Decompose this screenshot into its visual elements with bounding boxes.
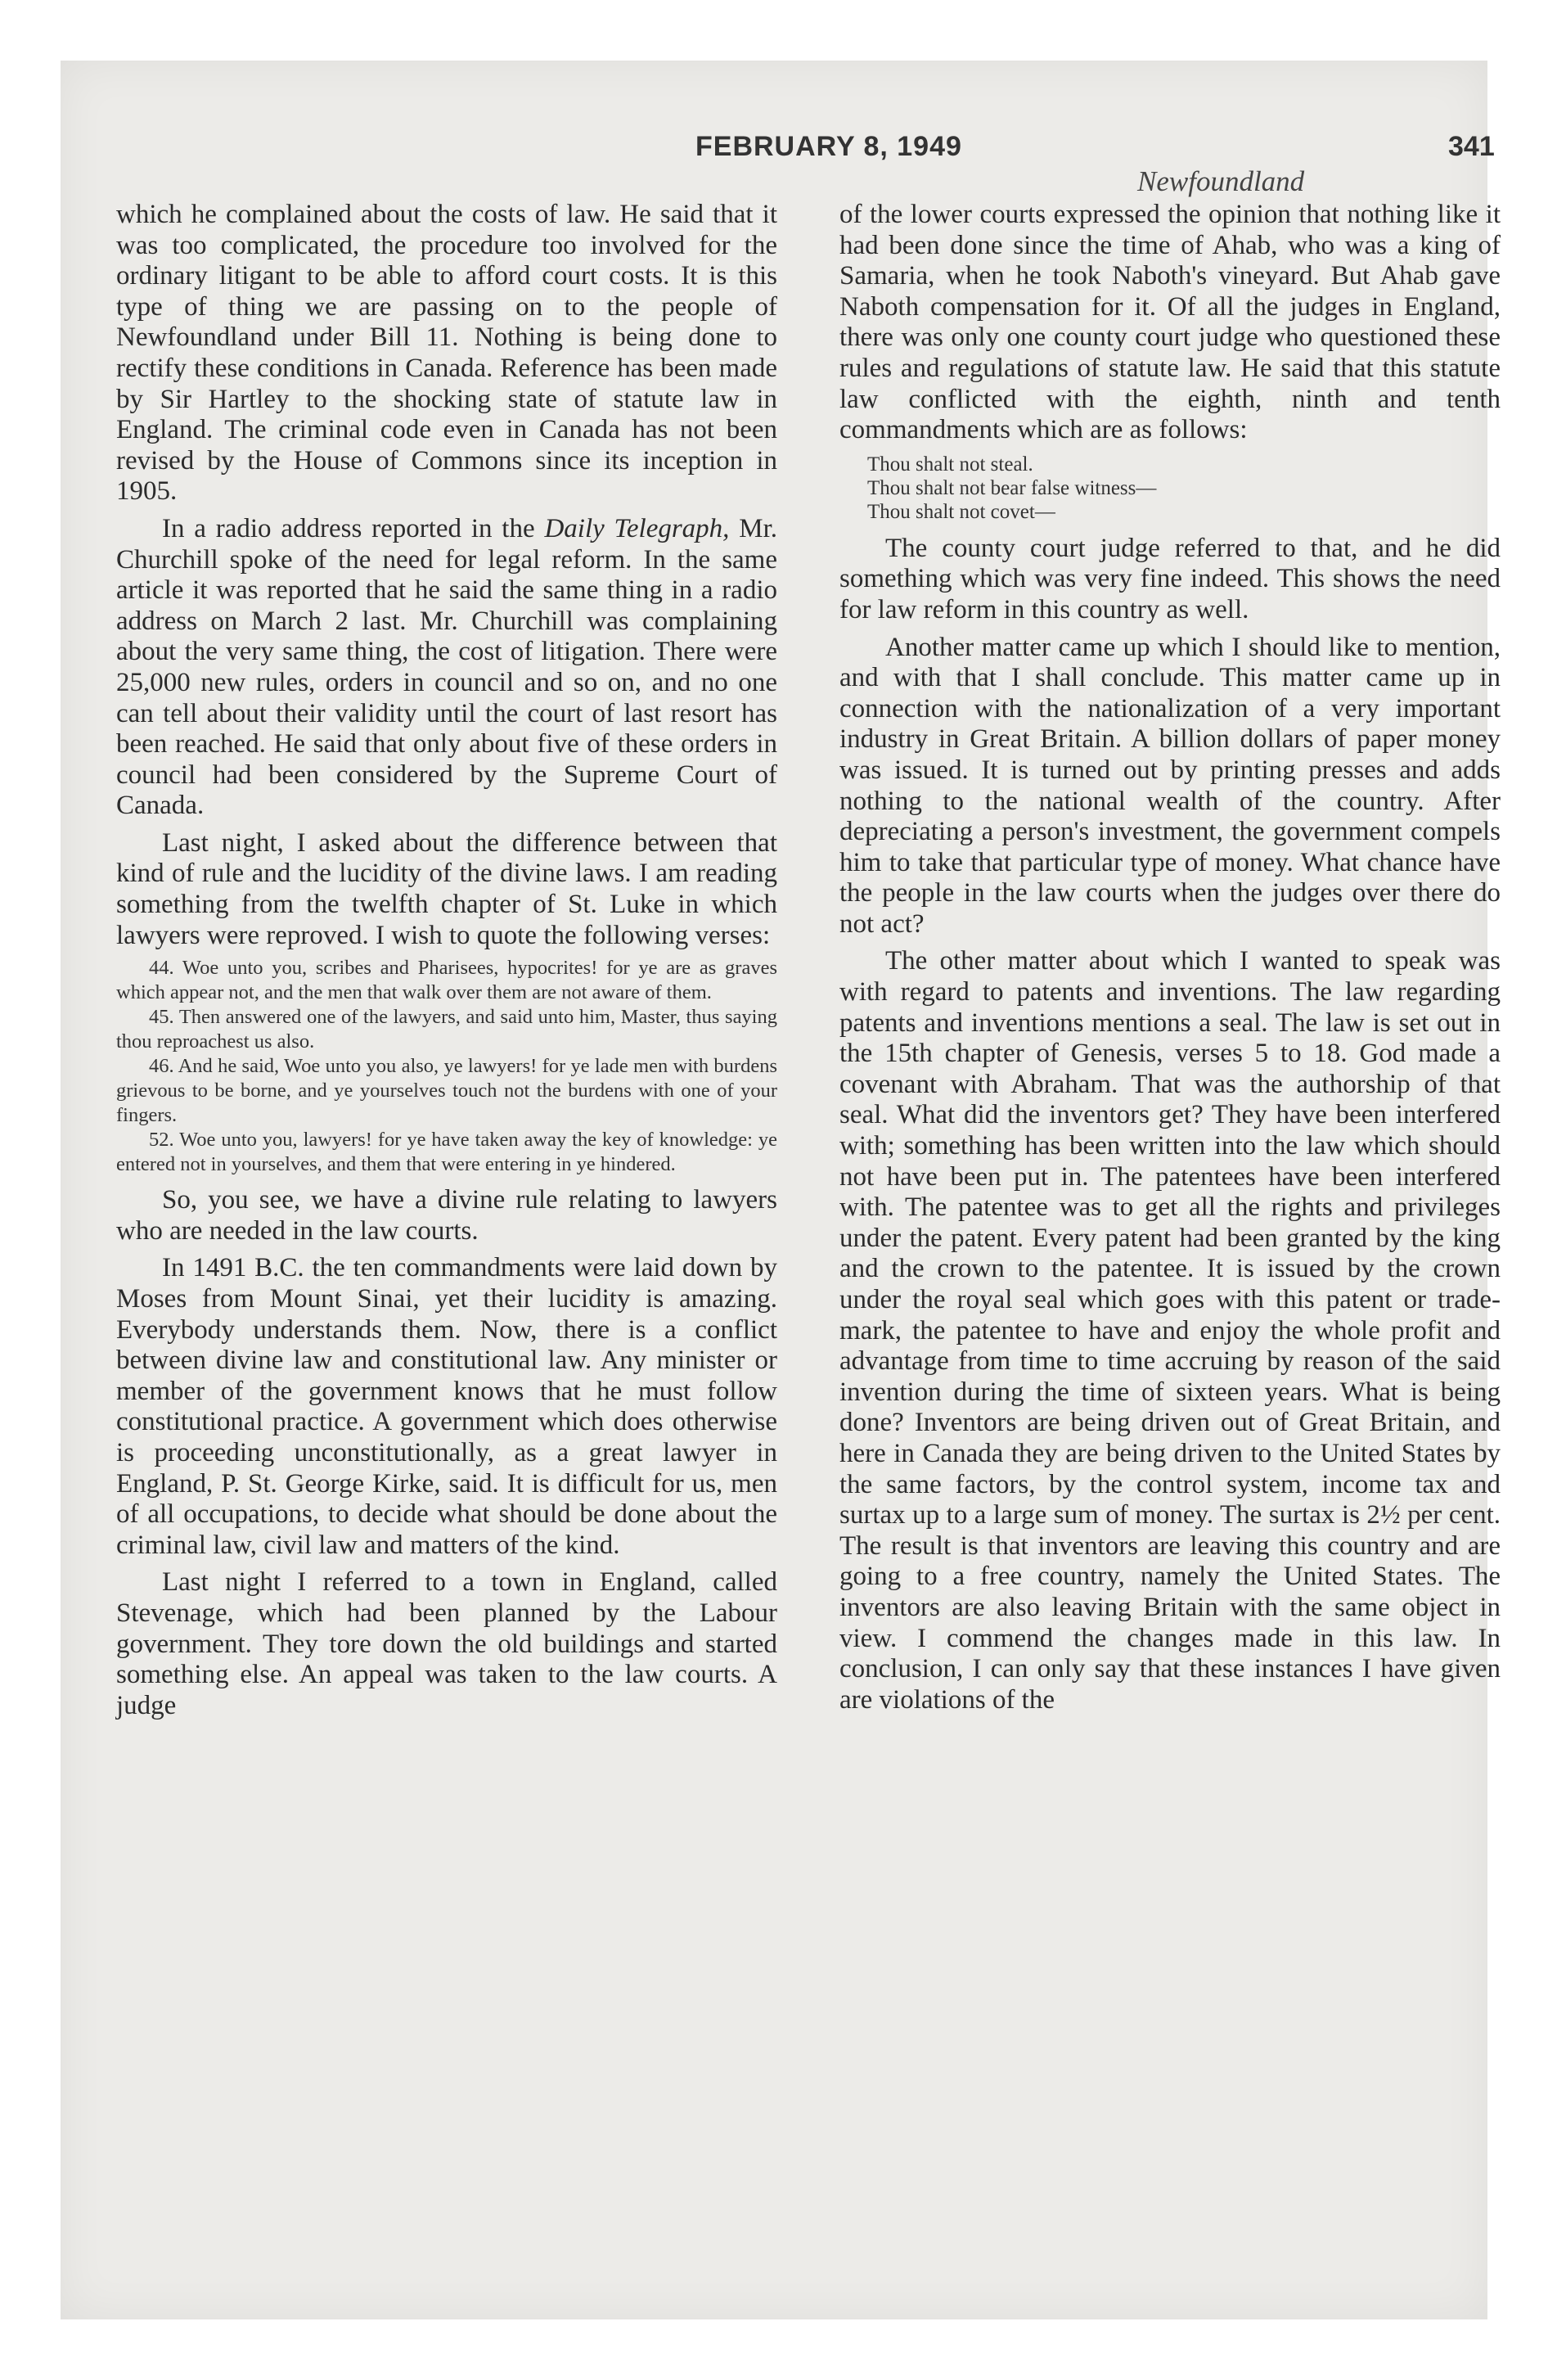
paragraph: The other matter about which I wanted to speak was with regard to patents and inventions. The law regarding patents and inventions mentions a seal. The law is set out in the 15th chapter of Genesis, verses 5 to 18. God made a covenant with Abraham. That was the authorship of that seal. What did the inventors get? They have been interfered with; something has been written into the law which should not have been put in. The patentees have been interfered with. The patentee was to get all the rights and privileges under the patent. Every patent had been granted by the king and the crown to the patentee. It is issued by the crown under the royal seal which goes with this patent or trade-mark, the patentee to have and enjoy the whole profit and advantage from time to time accruing by reason of the said invention during the time of sixteen years. What is being done? Inventors are being driven out of Great Britain, and here in Canada they are being driven to the United States by the same factors, by the control system, income tax and surtax up to a large sum of money. The surtax is 2½ per cent. The result is that inventors are leaving this country and are going to a free country, namely the United States. The inventors are also leaving Britain with the same object in view. I commend the changes made in this law. In conclusion, I can only say that these instances I have given are violations of the [839, 946, 1501, 1715]
paragraph: which he complained about the costs of law. He said that it was too complicated, the procedure too involved for the ordinary litigant to be able to afford court costs. It is this type of thing we are passing on to the people of Newfoundland under Bill 11. Nothing is being done to rectify these conditions in Canada. Reference has been made by Sir Hartley to the shocking state of statute law in England. The criminal code even in Canada has not been revised by the House of Commons since its inception in 1905. [116, 200, 777, 507]
section-title: Newfoundland [1137, 165, 1305, 197]
page-content [106, 61, 1501, 2270]
paragraph: The county court judge referred to that, and he did something which was very fine indeed. This shows the need for law reform in this country as well. [839, 533, 1501, 624]
newspaper-title: Daily Telegraph, [544, 513, 730, 543]
left-column [116, 200, 777, 1721]
page-number: 341 [1448, 131, 1495, 162]
paragraph-text: In a radio address reported in the [162, 513, 545, 543]
paragraph: Last night, I asked about the difference between that kind of rule and the lucidity of the divine laws. I am reading something from the twelfth chapter of St. Luke in which lawyers were reproved. I wish to quote the following verses: [116, 827, 777, 950]
paragraph: Another matter came up which I should like to mention, and with that I shall conclude. This matter came up in connection with the nationalization of a very important industry in Great Britain. A billion dollars of paper money was issued. It is turned out by printing presses and adds nothing to the national wealth of the country. After depreciating a person's investment, the government compels him to take that particular type of money. What chance have the people in the law courts when the judges over there do not act? [839, 632, 1501, 939]
right-column [839, 200, 1501, 1715]
quote-verse: 44. Woe unto you, scribes and Pharisees, hypocrites! for ye are as graves which appear not, and the men that walk over them are not aware of them. [116, 957, 777, 1004]
commandments-list [839, 453, 1501, 524]
paragraph-text: Mr. Churchill spoke of the need for legal reform. In the same article it was reported that he said the same thing in a radio address on March 2 last. Mr. Churchill was complaining about the very same thing, the cost of litigation. There were 25,000 new rules, orders in council and so on, and no one can tell about their validity until the court of last resort has been reached. He said that only about five of these orders in council had been considered by the Supreme Court of Canada. [116, 513, 777, 821]
quote-verse: 46. And he said, Woe unto you also, ye lawyers! for ye lade men with burdens grievous to be borne, and ye yourselves touch not the burdens with one of your fingers. [116, 1055, 777, 1127]
quote-verse: 52. Woe unto you, lawyers! for ye have taken away the key of knowledge: ye entered not in yourselves, and them that were entering in ye hindered. [116, 1129, 777, 1176]
paragraph: Last night I referred to a town in England, called Stevenage, which had been planned by the Labour government. They tore down the old buildings and started something else. An appeal was taken to the law courts. A judge [116, 1567, 777, 1720]
scripture-quote [116, 956, 777, 1177]
paragraph [116, 514, 777, 822]
scanned-page [61, 61, 1501, 2319]
paragraph: So, you see, we have a divine rule relating to lawyers who are needed in the law courts. [116, 1185, 777, 1246]
paragraph: of the lower courts expressed the opinion that nothing like it had been done since the time of Ahab, who was a king of Samaria, when he took Naboth's vineyard. But Ahab gave Naboth compensation for it. Of all the judges in England, there was only one county court judge who questioned these rules and regulations of statute law. He said that this statute law conflicted with the eighth, ninth and tenth commandments which are as follows: [839, 200, 1501, 445]
page-date: FEBRUARY 8, 1949 [695, 131, 962, 162]
quote-verse: 45. Then answered one of the lawyers, and said unto him, Master, thus saying thou reproachest us also. [116, 1006, 777, 1053]
paragraph: In 1491 B.C. the ten commandments were laid down by Moses from Mount Sinai, yet their lucidity is amazing. Everybody understands them. Now, there is a conflict between divine law and constitutional law. Any minister or member of the government knows that he must follow constitutional practice. A government which does otherwise is proceeding unconstitutionally, as a great lawyer in England, P. St. George Kirke, said. It is difficult for us, men of all occupations, to decide what should be done about the criminal law, civil law and matters of the kind. [116, 1253, 777, 1560]
commandment: Thou shalt not steal. [867, 453, 1033, 476]
commandment: Thou shalt not bear false witness— [867, 476, 1157, 499]
commandment: Thou shalt not covet— [867, 500, 1055, 523]
